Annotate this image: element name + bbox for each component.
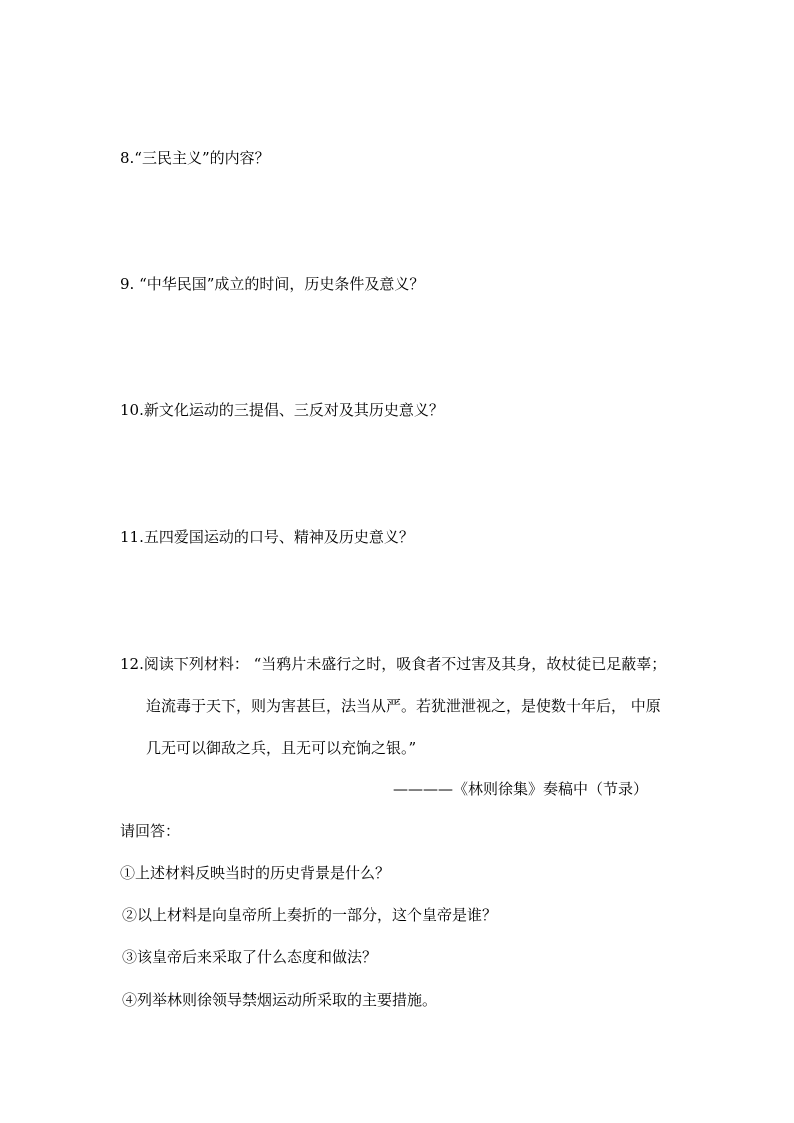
question-11: 11.五四爱国运动的口号、精神及历史意义？	[120, 528, 414, 546]
sub-question-3: ③该皇帝后来采取了什么态度和做法？	[122, 948, 378, 966]
question-9: 9. “中华民国”成立的时间，历史条件及意义？	[120, 275, 425, 293]
question-12-quote-line-2: 迨流毒于天下，则为害甚巨，法当从严。若犹泄泄视之，是使数十年后， 中原	[146, 697, 661, 715]
sub-question-4: ④列举林则徐领导禁烟运动所采取的主要措施。	[122, 991, 438, 1009]
sub-question-1: ①上述材料反映当时的历史背景是什么？	[120, 864, 391, 882]
question-10: 10.新文化运动的三提倡、三反对及其历史意义？	[120, 401, 444, 419]
answer-prompt: 请回答：	[120, 822, 181, 840]
question-8: 8.“三民主义”的内容？	[120, 149, 270, 167]
question-12-quote-line-3: 几无可以御敌之兵，且无可以充饷之银。”	[146, 739, 417, 757]
question-12-intro: 12.阅读下列材料： “当鸦片未盛行之时，吸食者不过害及其身，故杖徒已足蔽辜；	[120, 655, 667, 673]
question-12-source: ————《林则徐集》奏稿中（节录）	[393, 780, 649, 798]
sub-question-2: ②以上材料是向皇帝所上奏折的一部分，这个皇帝是谁？	[122, 906, 498, 924]
